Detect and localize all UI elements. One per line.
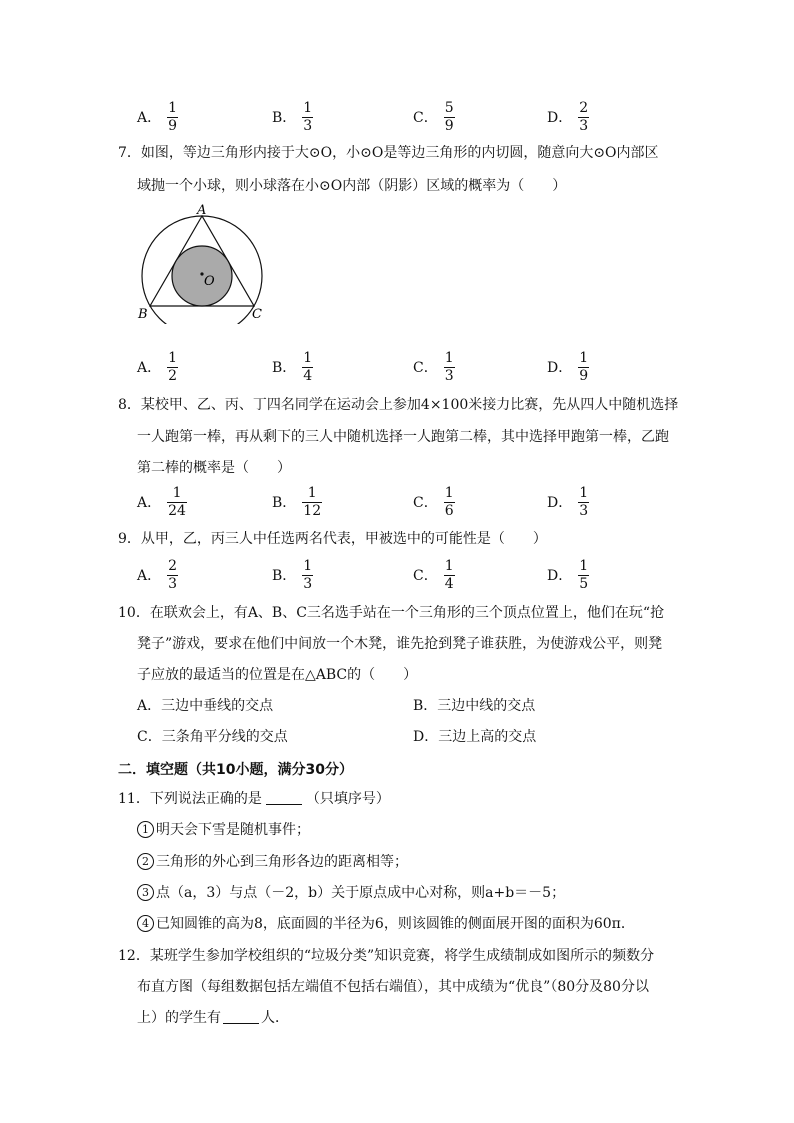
fraction: $\frac{5}{9}$	[444, 99, 454, 134]
q11-item-1: 1 明天会下雪是随机事件；	[137, 821, 310, 839]
fraction: $\frac{1}{24}$	[168, 484, 186, 519]
answer-blank	[266, 790, 302, 805]
q8-option-d: D． $\frac{1}{3}$	[547, 484, 589, 519]
q8-stem-line1: 8．某校甲、乙、丙、丁四名同学在运动会上参加4×100米接力比赛，先从四人中随机选择	[118, 397, 679, 413]
q10-option-c: C．三条角平分线的交点	[137, 729, 288, 745]
fraction: $\frac{1}{4}$	[444, 557, 454, 592]
circled-number: 1	[137, 821, 154, 838]
q7-option-b: B． $\frac{1}{4}$	[272, 349, 313, 384]
fraction: $\frac{1}{2}$	[168, 349, 178, 384]
fraction: $\frac{1}{5}$	[579, 557, 589, 592]
q8-stem-line2: 一人跑第一棒，再从剩下的三人中随机选择一人跑第二棒，其中选择甲跑第一棒，乙跑	[137, 429, 669, 445]
fraction: $\frac{2}{3}$	[579, 99, 589, 134]
circle-triangle-figure	[134, 202, 270, 324]
inner-circle-shaded	[172, 246, 232, 306]
q12-stem-line2: 布直方图（每组数据包括左端值不包括右端值），其中成绩为“优良”（80分及80分以	[137, 979, 649, 995]
q10-option-a: A．三边中垂线的交点	[137, 698, 274, 714]
q12-stem-line1: 12．某班学生参加学校组织的“垃圾分类”知识竞赛，将学生成绩制成如图所示的频数分	[118, 948, 655, 964]
fraction: $\frac{1}{4}$	[303, 349, 313, 384]
fraction: $\frac{1}{3}$	[303, 99, 313, 134]
circled-number: 3	[137, 884, 154, 901]
q9-option-d: D． $\frac{1}{5}$	[547, 557, 589, 592]
q11-item-3: 3 点（a，3）与点（－2，b）关于原点成中心对称，则a+b＝－5；	[137, 884, 565, 902]
label-a: A	[197, 203, 207, 218]
fraction: $\frac{1}{6}$	[444, 484, 454, 519]
section-heading-fill-in: 二．填空题（共10小题，满分30分）	[118, 762, 353, 778]
fraction: $\frac{1}{3}$	[303, 557, 313, 592]
q8-option-c: C． $\frac{1}{6}$	[413, 484, 454, 519]
answer-blank	[223, 1009, 259, 1024]
q8-option-b: B． $\frac{1}{12}$	[272, 484, 322, 519]
fraction: $\frac{1}{9}$	[168, 99, 178, 134]
q11-item-4: 4 已知圆锥的高为8，底面圆的半径为6，则该圆锥的侧面展开图的面积为60π．	[137, 915, 635, 933]
q10-option-d: D．三边上高的交点	[413, 729, 537, 745]
fraction: $\frac{1}{3}$	[444, 349, 454, 384]
fraction: $\frac{1}{9}$	[579, 349, 589, 384]
q6-option-b: B． $\frac{1}{3}$	[272, 99, 313, 134]
label-o: O	[204, 274, 215, 289]
q10-stem-line1: 10．在联欢会上，有A、B、C三名选手站在一个三角形的三个顶点位置上，他们在玩“抢	[118, 605, 665, 621]
circled-number: 4	[137, 915, 154, 932]
fraction: $\frac{1}{12}$	[303, 484, 322, 519]
circled-number: 2	[137, 853, 154, 870]
q7-option-d: D． $\frac{1}{9}$	[547, 349, 589, 384]
q9-stem: 9．从甲，乙，丙三人中任选两名代表，甲被选中的可能性是（ ）	[118, 531, 547, 547]
q6-option-a: A． $\frac{1}{9}$	[137, 99, 178, 134]
q10-option-b: B．三边中线的交点	[413, 698, 536, 714]
q7-option-a: A． $\frac{1}{2}$	[137, 349, 178, 384]
q10-stem-line2: 凳子”游戏，要求在他们中间放一个木凳，谁先抢到凳子谁获胜，为使游戏公平，则凳	[137, 636, 663, 652]
label-c: C	[252, 307, 262, 322]
q11-stem: 11．下列说法正确的是 （只填序号）	[118, 791, 390, 807]
label-b: B	[138, 307, 148, 322]
fraction: $\frac{1}{3}$	[579, 484, 589, 519]
q9-option-a: A． $\frac{2}{3}$	[137, 557, 178, 592]
q6-option-c: C． $\frac{5}{9}$	[413, 99, 454, 134]
q9-option-c: C． $\frac{1}{4}$	[413, 557, 454, 592]
q7-stem-line2: 域抛一个小球，则小球落在小⊙O内部（阴影）区域的概率为（ ）	[137, 178, 567, 194]
q6-option-d: D． $\frac{2}{3}$	[547, 99, 589, 134]
q10-stem-line3: 子应放的最适当的位置是在△ABC的（ ）	[137, 667, 418, 683]
q7-stem-line1: 7．如图，等边三角形内接于大⊙O，小⊙O是等边三角形的内切圆，随意向大⊙O内部区	[118, 145, 659, 161]
q12-stem-line3: 上）的学生有 人．	[137, 1010, 289, 1026]
q7-option-c: C． $\frac{1}{3}$	[413, 349, 454, 384]
q8-stem-line3: 第二棒的概率是（ ）	[137, 460, 291, 476]
q9-option-b: B． $\frac{1}{3}$	[272, 557, 313, 592]
fraction: $\frac{2}{3}$	[168, 557, 178, 592]
q8-option-a: A． $\frac{1}{24}$	[137, 484, 186, 519]
q11-item-2: 2 三角形的外心到三角形各边的距离相等；	[137, 853, 408, 871]
